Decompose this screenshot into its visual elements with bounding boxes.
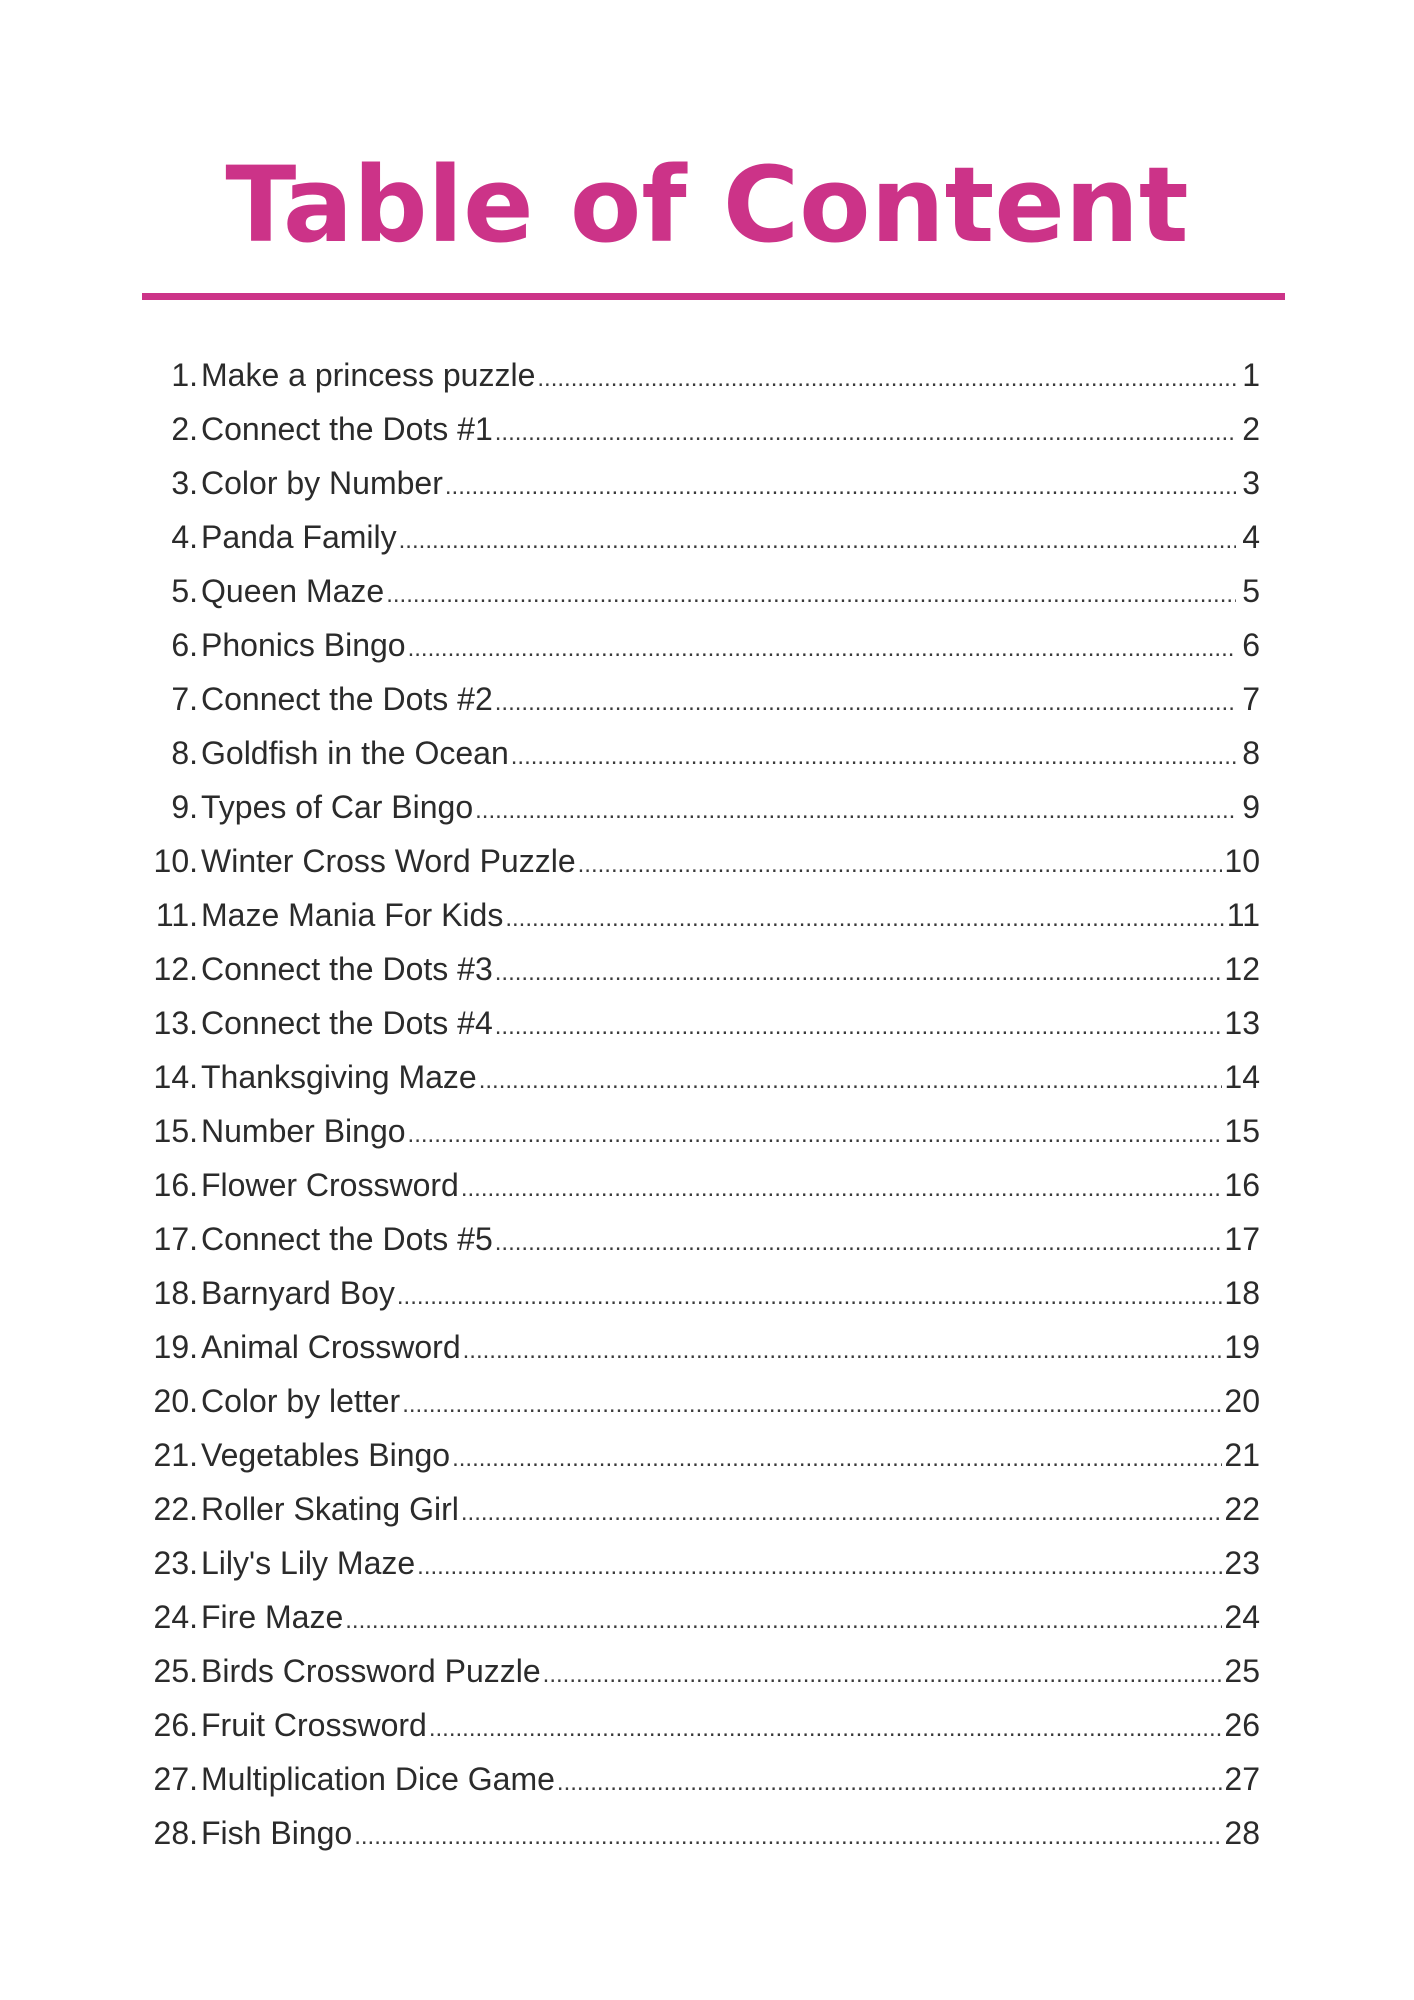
dot-leader — [495, 1000, 1223, 1054]
toc-entry-page: 8 — [1242, 735, 1260, 771]
dot-leader — [452, 1432, 1222, 1486]
toc-entry-number: 15. — [153, 1113, 198, 1149]
table-of-contents — [100, 348, 1260, 1860]
toc-entry-number: 11. — [155, 897, 198, 933]
toc-entry[interactable] — [100, 1806, 1260, 1860]
toc-entry-page: 2 — [1242, 411, 1260, 447]
toc-entry[interactable] — [100, 834, 1260, 888]
dot-leader — [445, 460, 1236, 514]
toc-entry[interactable] — [100, 942, 1260, 996]
toc-entry-page: 5 — [1242, 573, 1260, 609]
toc-entry-number: 13. — [153, 1005, 198, 1041]
toc-entry[interactable] — [100, 1212, 1260, 1266]
toc-entry-number: 27. — [153, 1761, 198, 1797]
toc-entry-title: Color by Number — [201, 465, 443, 501]
toc-entry-title: Goldfish in the Ocean — [201, 735, 509, 771]
toc-entry-number: 17. — [153, 1221, 198, 1257]
toc-entry-title: Connect the Dots #5 — [201, 1221, 493, 1257]
toc-entry-title: Barnyard Boy — [201, 1275, 395, 1311]
toc-entry[interactable] — [100, 456, 1260, 510]
toc-entry-title: Connect the Dots #2 — [201, 681, 493, 717]
toc-entry-number: 14. — [153, 1059, 198, 1095]
toc-entry-page: 20 — [1224, 1383, 1260, 1419]
toc-entry-title: Winter Cross Word Puzzle — [201, 843, 576, 879]
toc-entry-number: 20. — [153, 1383, 198, 1419]
toc-entry-number: 7. — [171, 681, 198, 717]
toc-entry-page: 23 — [1224, 1545, 1260, 1581]
toc-entry-page: 22 — [1224, 1491, 1260, 1527]
toc-entry[interactable] — [100, 1536, 1260, 1590]
dot-leader — [479, 1054, 1223, 1108]
toc-entry-number: 3. — [171, 465, 198, 501]
dot-leader — [495, 1216, 1223, 1270]
toc-entry-page: 3 — [1242, 465, 1260, 501]
toc-entry-page: 1 — [1242, 357, 1260, 393]
toc-entry-title: Color by letter — [201, 1383, 401, 1419]
toc-entry-number: 6. — [171, 627, 198, 663]
toc-entry[interactable] — [100, 402, 1260, 456]
toc-entry[interactable] — [100, 1266, 1260, 1320]
toc-entry-number: 1. — [171, 357, 198, 393]
toc-entry-page: 11 — [1226, 897, 1260, 933]
dot-leader — [495, 676, 1236, 730]
dot-leader — [578, 838, 1223, 892]
toc-entry[interactable] — [100, 1482, 1260, 1536]
toc-entry-number: 23. — [153, 1545, 198, 1581]
toc-entry[interactable] — [100, 618, 1260, 672]
toc-entry[interactable] — [100, 1752, 1260, 1806]
toc-entry-title: Multiplication Dice Game — [201, 1761, 555, 1797]
toc-entry-page: 27 — [1224, 1761, 1260, 1797]
dot-leader — [408, 1108, 1223, 1162]
toc-entry[interactable] — [100, 1590, 1260, 1644]
toc-entry-number: 22. — [153, 1491, 198, 1527]
toc-entry-title: Fish Bingo — [201, 1815, 353, 1851]
toc-entry-number: 16. — [153, 1167, 198, 1203]
toc-entry-title: Animal Crossword — [201, 1329, 461, 1365]
dot-leader — [354, 1810, 1222, 1864]
toc-entry-number: 10. — [153, 843, 198, 879]
toc-entry-title: Connect the Dots #4 — [201, 1005, 493, 1041]
dot-leader — [557, 1756, 1223, 1810]
toc-entry-title: Number Bingo — [201, 1113, 406, 1149]
toc-entry[interactable] — [100, 672, 1260, 726]
dot-leader — [495, 406, 1236, 460]
dot-leader — [511, 730, 1236, 784]
dot-leader — [463, 1324, 1223, 1378]
toc-entry-title: Types of Car Bingo — [201, 789, 474, 825]
dot-leader — [397, 1270, 1223, 1324]
toc-entry-number: 9. — [171, 789, 198, 825]
toc-entry-number: 2. — [171, 411, 198, 447]
dot-leader — [495, 946, 1223, 1000]
toc-entry-title: Panda Family — [201, 519, 397, 555]
toc-entry[interactable] — [100, 1104, 1260, 1158]
toc-entry-page: 10 — [1224, 843, 1260, 879]
toc-entry-number: 19. — [153, 1329, 198, 1365]
toc-entry-title: Connect the Dots #3 — [201, 951, 493, 987]
toc-entry-title: Birds Crossword Puzzle — [201, 1653, 541, 1689]
toc-entry-page: 4 — [1242, 519, 1260, 555]
toc-entry-title: Make a princess puzzle — [201, 357, 536, 393]
toc-entry-number: 28. — [153, 1815, 198, 1851]
dot-leader — [417, 1540, 1222, 1594]
toc-entry-number: 24. — [153, 1599, 198, 1635]
toc-entry-title: Connect the Dots #1 — [201, 411, 493, 447]
toc-entry-title: Fire Maze — [201, 1599, 344, 1635]
toc-entry-page: 9 — [1242, 789, 1260, 825]
toc-entry-page: 24 — [1224, 1599, 1260, 1635]
toc-entry-number: 4. — [171, 519, 198, 555]
toc-entry-page: 12 — [1224, 951, 1260, 987]
page-title: Table of Content — [225, 144, 1189, 266]
toc-entry-title: Maze Mania For Kids — [201, 897, 504, 933]
dot-leader — [537, 352, 1236, 406]
toc-entry-title: Roller Skating Girl — [201, 1491, 459, 1527]
toc-entry-number: 25. — [153, 1653, 198, 1689]
toc-entry-title: Phonics Bingo — [201, 627, 406, 663]
toc-entry[interactable] — [100, 1320, 1260, 1374]
dot-leader — [461, 1486, 1223, 1540]
toc-entry[interactable] — [100, 996, 1260, 1050]
toc-entry[interactable] — [100, 564, 1260, 618]
toc-entry-page: 15 — [1224, 1113, 1260, 1149]
toc-entry-page: 19 — [1224, 1329, 1260, 1365]
toc-entry-page: 7 — [1242, 681, 1260, 717]
toc-entry-page: 6 — [1242, 627, 1260, 663]
toc-entry-number: 21. — [153, 1437, 198, 1473]
toc-entry[interactable] — [100, 726, 1260, 780]
dot-leader — [429, 1702, 1223, 1756]
toc-entry-title: Queen Maze — [201, 573, 385, 609]
toc-entry-title: Flower Crossword — [201, 1167, 459, 1203]
toc-entry-number: 12. — [153, 951, 198, 987]
dot-leader — [399, 514, 1236, 568]
toc-entry-page: 21 — [1224, 1437, 1260, 1473]
toc-entry[interactable] — [100, 510, 1260, 564]
toc-entry-title: Vegetables Bingo — [201, 1437, 451, 1473]
title-divider — [142, 293, 1285, 300]
toc-entry-page: 18 — [1224, 1275, 1260, 1311]
toc-entry-title: Fruit Crossword — [201, 1707, 427, 1743]
toc-entry-number: 18. — [153, 1275, 198, 1311]
toc-entry[interactable] — [100, 1644, 1260, 1698]
dot-leader — [402, 1378, 1222, 1432]
dot-leader — [461, 1162, 1223, 1216]
toc-entry[interactable] — [100, 1158, 1260, 1212]
toc-entry-number: 5. — [171, 573, 198, 609]
toc-entry-title: Thanksgiving Maze — [201, 1059, 477, 1095]
toc-entry[interactable] — [100, 348, 1260, 402]
toc-entry-number: 8. — [171, 735, 198, 771]
toc-entry[interactable] — [100, 1050, 1260, 1104]
toc-entry-page: 13 — [1224, 1005, 1260, 1041]
toc-entry[interactable] — [100, 1428, 1260, 1482]
toc-entry-page: 14 — [1224, 1059, 1260, 1095]
toc-entry[interactable] — [100, 1698, 1260, 1752]
dot-leader — [475, 784, 1236, 838]
toc-entry-page: 17 — [1224, 1221, 1260, 1257]
toc-entry-page: 25 — [1224, 1653, 1260, 1689]
toc-entry[interactable] — [100, 780, 1260, 834]
dot-leader — [543, 1648, 1223, 1702]
dot-leader — [408, 622, 1236, 676]
toc-entry-page: 16 — [1224, 1167, 1260, 1203]
toc-entry-page: 28 — [1224, 1815, 1260, 1851]
dot-leader — [345, 1594, 1222, 1648]
toc-entry-page: 26 — [1224, 1707, 1260, 1743]
dot-leader — [386, 568, 1236, 622]
toc-entry[interactable] — [100, 888, 1260, 942]
toc-entry-title: Lily's Lily Maze — [201, 1545, 416, 1581]
dot-leader — [505, 892, 1224, 946]
toc-entry[interactable] — [100, 1374, 1260, 1428]
toc-entry-number: 26. — [153, 1707, 198, 1743]
